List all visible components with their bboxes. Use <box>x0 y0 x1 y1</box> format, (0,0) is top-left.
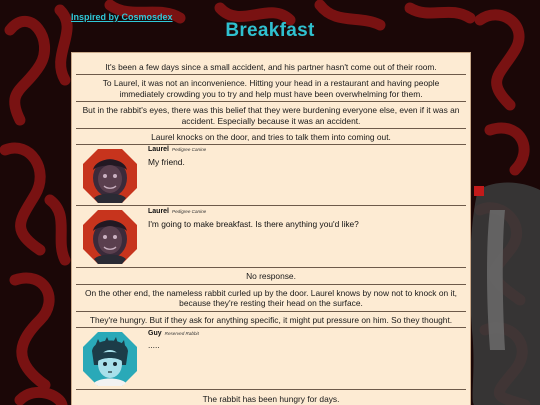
narration-text: Laurel knocks on the door, and tries to talk them into coming out. <box>76 129 466 145</box>
inspired-by-link[interactable]: Inspired by Cosmosdex <box>71 12 173 22</box>
story-panel <box>71 52 471 405</box>
speaker-name <box>148 146 206 153</box>
narration-text: No response. <box>76 268 466 284</box>
speaker-name-text: Laurel <box>148 208 170 216</box>
speaker-tag: Pedigree Canine <box>172 147 207 153</box>
speaker-name-text: Guy <box>148 330 162 338</box>
speaker-tag: Reserved Rabbit <box>164 331 199 337</box>
narration-text: To Laurel, it was not an inconvenience. Hitting your head in a restaurant and having people immediately crowding you to try and help must have been overwhelming for them. <box>76 75 466 102</box>
dialogue-row <box>76 206 466 268</box>
narration-text: On the other end, the nameless rabbit curled up by the door. Laurel knows by now not to knock on it, because they're resting their head on the surface. <box>76 285 466 312</box>
speaker-name-text: Laurel <box>148 146 170 154</box>
rabbit-character-portrait-icon <box>82 331 138 387</box>
narration-text: The rabbit has been hungry for days. <box>202 394 340 405</box>
speaker-tag: Pedigree Canine <box>172 209 207 215</box>
dialogue-text: ..... <box>148 340 160 351</box>
speaker-name <box>148 208 206 215</box>
dialogue-text: My friend. <box>148 157 185 168</box>
narration-text: It's been a few days since a small accident, and his partner hasn't come out of their room. <box>76 53 466 75</box>
dialogue-text: I'm going to make breakfast. Is there anything you'd like? <box>148 219 359 230</box>
page-title: Breakfast <box>225 20 315 41</box>
dialogue-row <box>76 145 466 206</box>
dog-character-portrait-icon <box>82 209 138 265</box>
narration-text: They're hungry. But if they ask for anything specific, it might put pressure on him. So they thought. <box>76 312 466 328</box>
dog-character-portrait-icon <box>82 148 138 204</box>
speaker-name <box>148 330 199 337</box>
dialogue-row <box>76 328 466 390</box>
narration-text: But in the rabbit's eyes, there was this belief that they were burdening everyone else, even if it was an accident. Especially because it was an accident. <box>76 102 466 129</box>
